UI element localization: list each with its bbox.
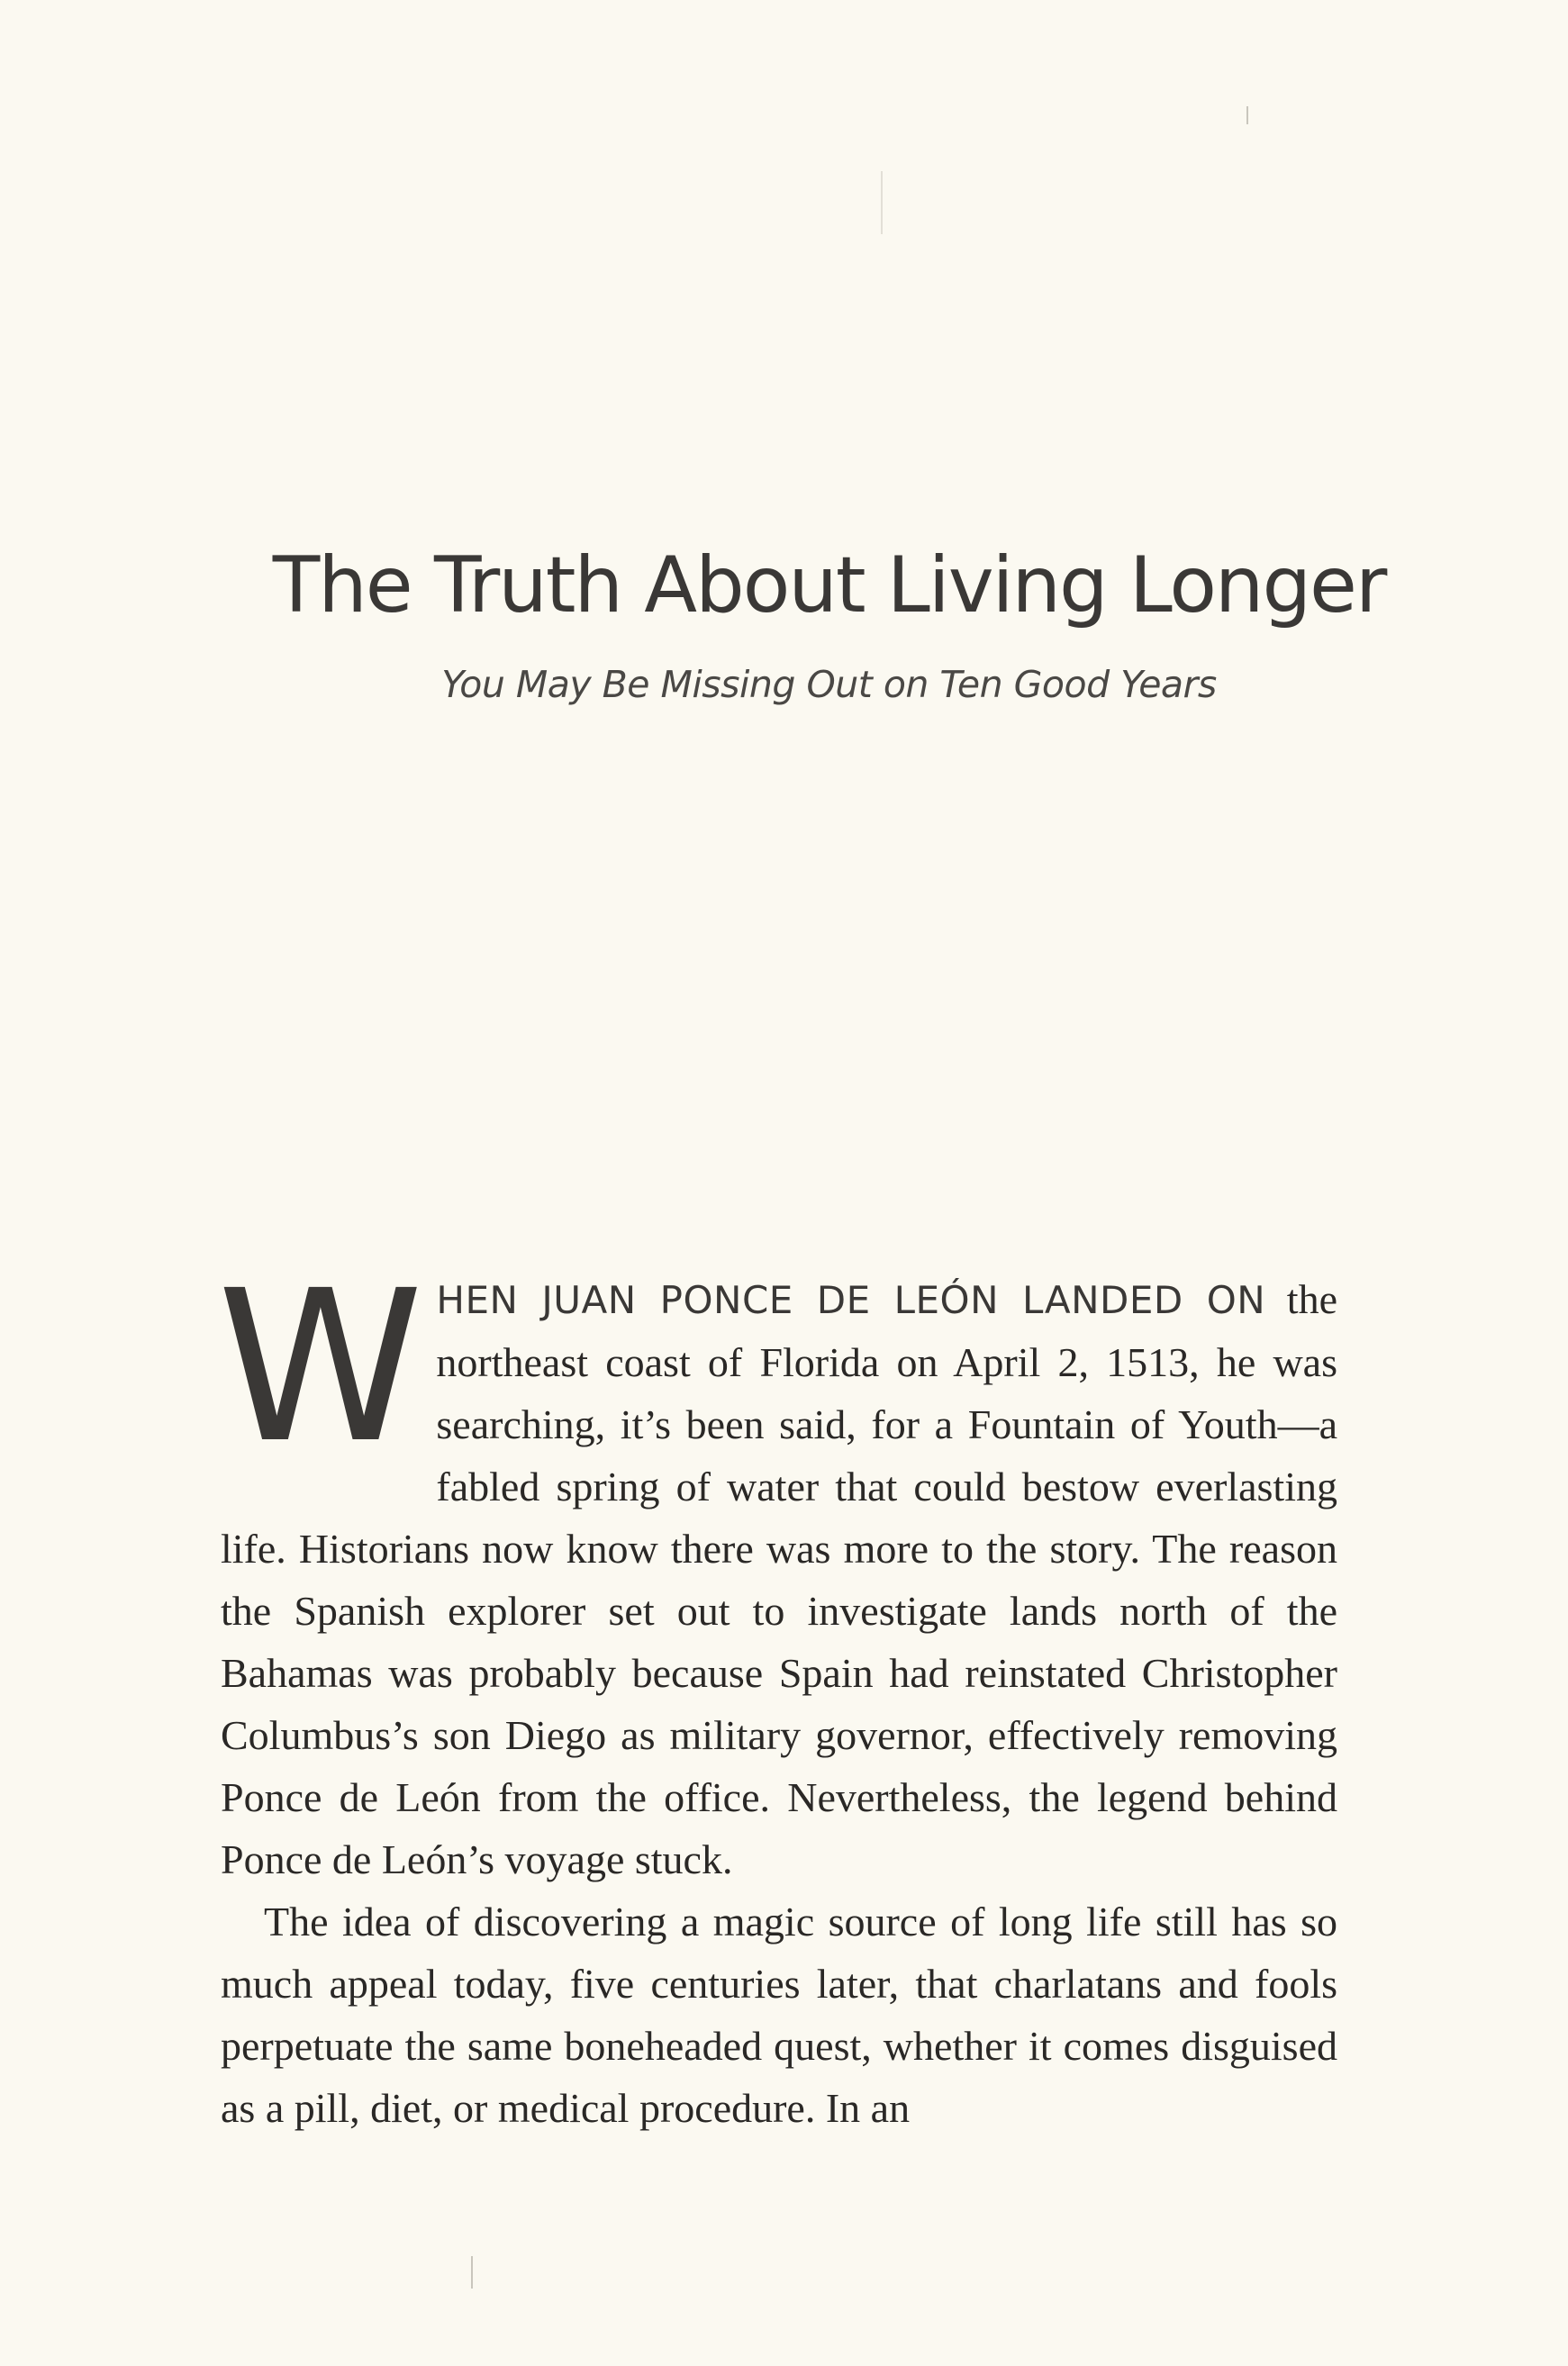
body-text [217,1246,1337,2139]
paragraph-2: The idea of discovering a magic source of long life still has so much appeal today, five centuries later, that charlatans and fools perpetuate the same boneheaded quest, whether it comes disguised as a pill, diet, or medical procedure. In an [221,1899,1337,2131]
scan-speck [471,2256,473,2289]
chapter-subtitle: You May Be Missing Out on Ten Good Years [441,663,1217,706]
scan-speck [881,171,883,234]
paragraph-1-text: the northeast coast of Florida on April 2, 1513, he was searching, it’s been said, for a Fountain of Youth—a fabled spring of water that could bestow everlasting life. Historians now know there was more to the story. The reason the Spanish explorer set out to investigate lands north of the Bahamas was probably because Spain had reinstated Christopher Columbus’s son Diego as military governor, effectively removing Ponce de León from the office. Nevertheless, the legend behind Ponce de León’s voyage stuck. [221,1276,1337,1882]
scan-speck [1246,106,1248,124]
lead-in-small-caps: HEN JUAN PONCE DE LEÓN LANDED ON [436,1278,1266,1322]
drop-cap: W [217,1246,417,1489]
chapter-title: The Truth About Living Longer [272,540,1386,630]
paragraph-1 [217,1246,1337,1890]
